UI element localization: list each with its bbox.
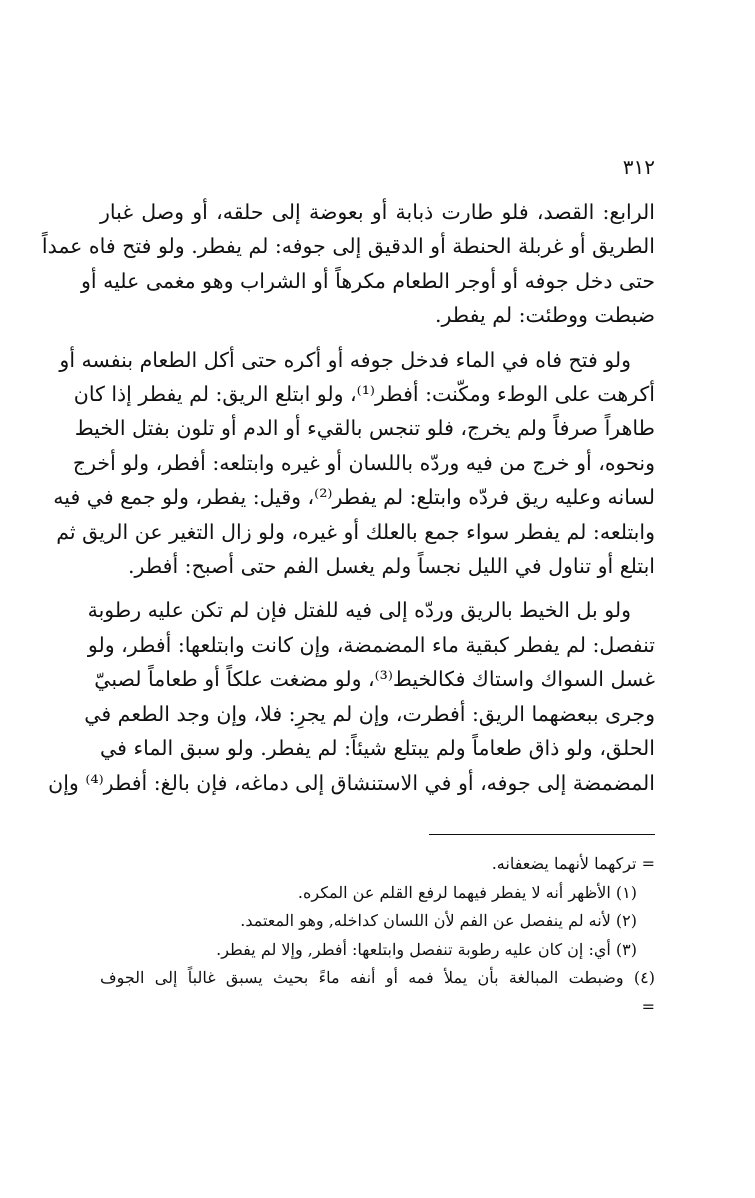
text-line: وابتلعه: لم يفطر سواء جمع بالعلك أو غيره، ولو زال التغير عن الريق ثم bbox=[56, 519, 655, 544]
text-line: أكرهت على الوطء ومكّنت: أفطر⁽¹⁾، ولو ابتلع الريق: لم يفطر إذا كان bbox=[73, 382, 655, 407]
footnote-4: (٤) وضبطت المبالغة بأن يملأ فمه أو أنفه ماءً بحيث يسبق غالباً إلى الجوف bbox=[100, 968, 655, 987]
page-number: ٣١٢ bbox=[622, 155, 655, 179]
footnotes bbox=[100, 850, 655, 1021]
text-line: الرابع: القصد، فلو طارت ذبابة أو بعوضة إلى حلقه، أو وصل غبار bbox=[100, 200, 655, 224]
text-line: ضبطت ووطئت: لم يفطر. bbox=[434, 303, 655, 328]
footnote-continuation: = تركهما لأنهما يضعفانه. bbox=[491, 854, 655, 873]
text-line: تنفصل: لم يفطر كبقية ماء المضمضة، وإن كانت وابتلعها: أفطر، ولو bbox=[87, 632, 655, 657]
paragraph bbox=[41, 195, 655, 333]
text-line: ولو فتح فاه في الماء فدخل جوفه أو أكره حتى أكل الطعام بنفسه أو bbox=[59, 347, 631, 372]
text-line: الطريق أو غربلة الحنطة أو الدقيق إلى جوفه: لم يفطر. ولو فتح فاه عمداً bbox=[41, 234, 655, 259]
text-line: لسانه وعليه ريق فردّه وابتلع: لم يفطر⁽²⁾، وقيل: يفطر، ولو جمع في فيه bbox=[53, 485, 655, 510]
footnote-2: (٢) لأنه لم ينفصل عن الفم لأن اللسان كداخله, وهو المعتمد. bbox=[240, 911, 637, 930]
footnote-separator bbox=[429, 834, 655, 835]
footnote-3: (٣) أي: إن كان عليه رطوبة تنفصل وابتلعها: أفطر, وإلا لم يفطر. bbox=[216, 939, 637, 959]
text-line: طاهراً صرفاً ولم يخرج، فلو تنجس بالقيء أو الدم أو تلون بفتل الخيط bbox=[74, 416, 655, 441]
text-line: المضمضة إلى جوفه، أو في الاستنشاق إلى دماغه، فإن بالغ: أفطر⁽⁴⁾ وإن bbox=[48, 770, 655, 795]
text-line: ولو بل الخيط بالريق وردّه إلى فيه للفتل فإن لم تكن عليه رطوبة bbox=[87, 598, 631, 623]
footnote-continues-marker: = bbox=[641, 996, 655, 1016]
text-line: الحلق، ولو ذاق طعاماً ولم يبتلع شيئاً: لم يفطر. ولو سبق الماء في bbox=[100, 736, 655, 761]
footnote-1: (١) الأظهر أنه لا يفطر فيهما لرفع القلم عن المكره. bbox=[297, 882, 637, 902]
text-line: غسل السواك واستاك فكالخيط⁽³⁾، ولو مضغت علكاً أو طعاماً لصبيّ bbox=[94, 667, 655, 692]
text-line: ونحوه، أو خرج من فيه وردّه باللسان أو غيره وابتلعه: أفطر، ولو أخرج bbox=[72, 450, 655, 475]
text-line: ابتلع أو تناول في الليل نجساً ولم يغسل الفم حتى أصبح: أفطر. bbox=[128, 554, 655, 579]
paragraph bbox=[53, 343, 655, 584]
main-text bbox=[41, 195, 655, 810]
text-line: وجرى ببعضهما الريق: أفطرت، وإن لم يجرِ: فلا، وإن وجد الطعم في bbox=[84, 701, 655, 726]
text-line: حتى دخل جوفه أو أوجر الطعام مكرهاً أو الشراب وهو مغمى عليه أو bbox=[81, 268, 655, 293]
paragraph bbox=[48, 593, 655, 799]
